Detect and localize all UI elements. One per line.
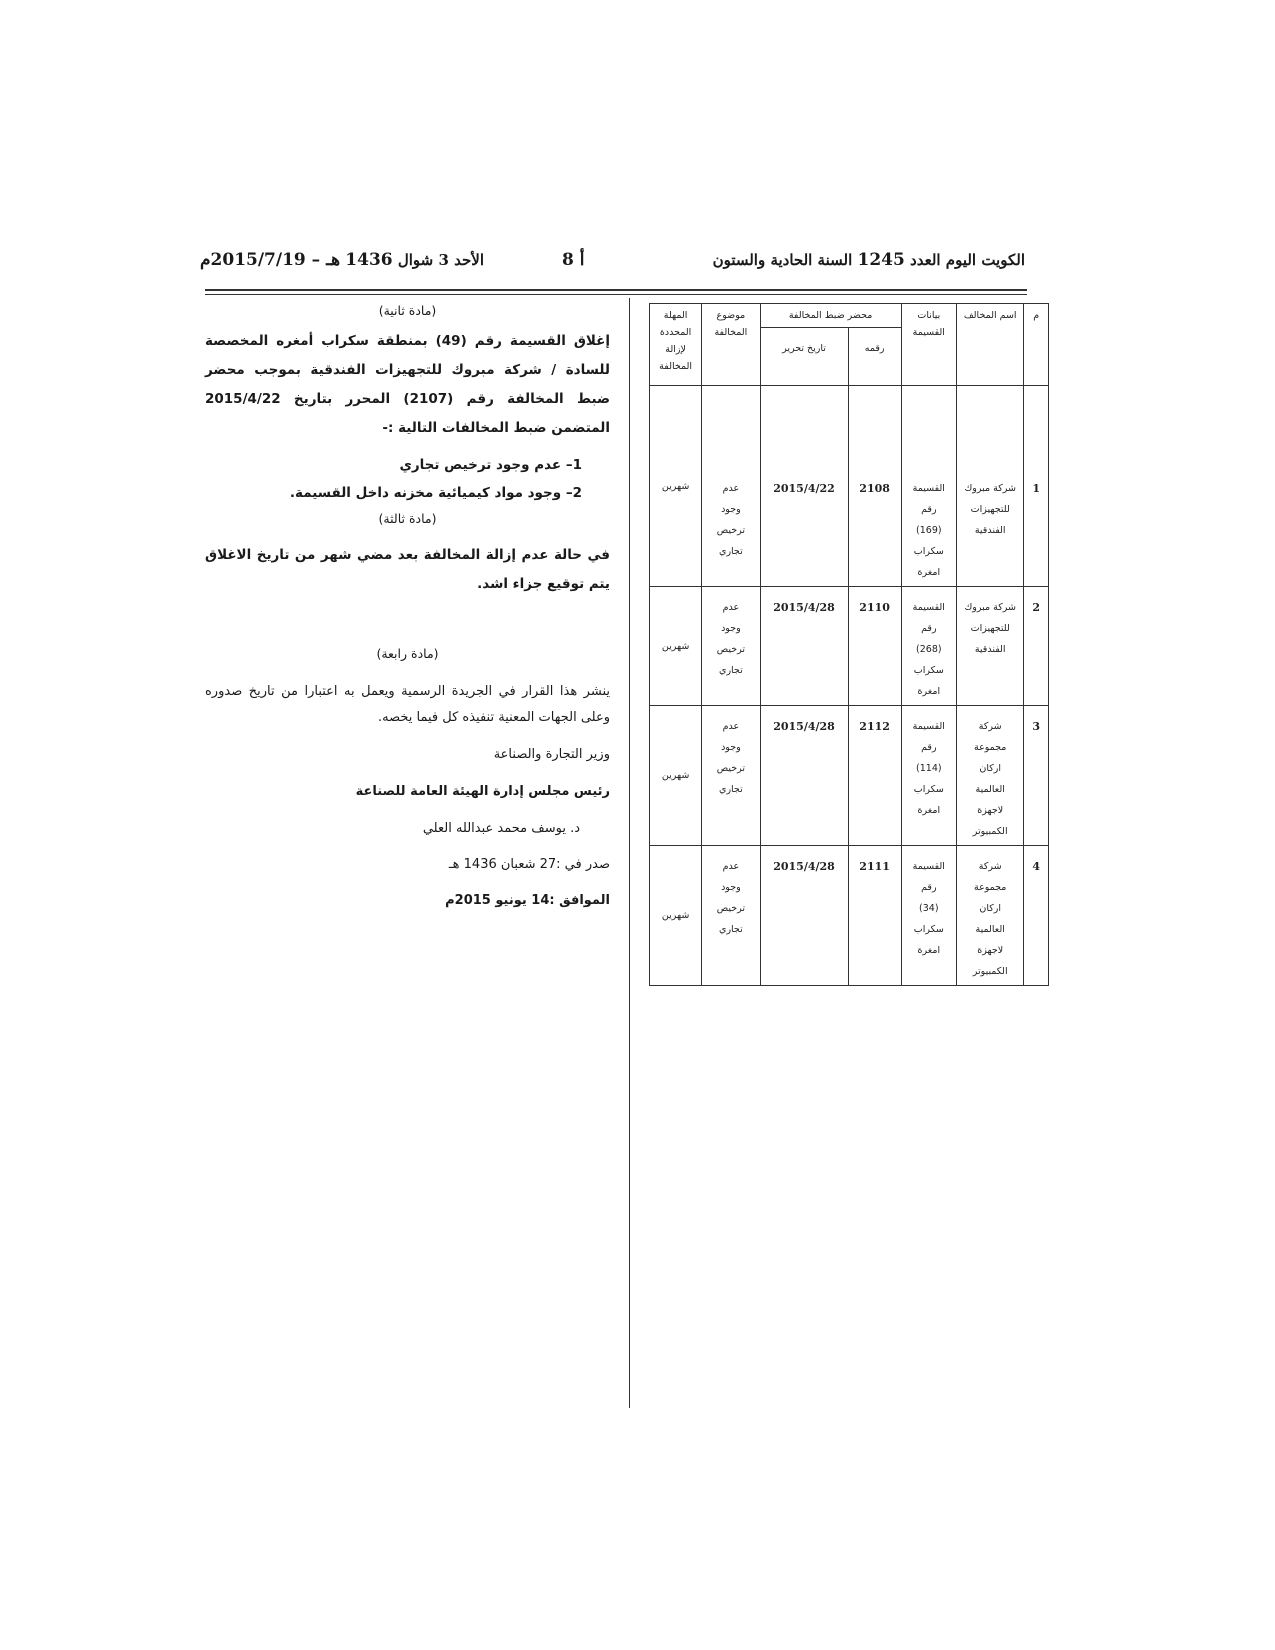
plot-details (901, 846, 956, 986)
record-number: 2110 (848, 587, 901, 706)
plot-details (901, 706, 956, 846)
row-index: 1 (1024, 386, 1049, 587)
plot-details-line: سكراب (913, 784, 944, 795)
plot-details-line: سكراب (913, 665, 944, 676)
violation-subject-line: وجود (721, 742, 741, 753)
plot-details-line: القسيمة (912, 483, 945, 494)
col-grace: المهلة المحددة لإزالة المخالفة (650, 304, 702, 386)
violator-name-line: شركة مبروك (964, 602, 1016, 613)
record-date: 2015/4/28 (760, 706, 848, 846)
page-header (200, 250, 1025, 280)
violation-subject-line: ترخيص (716, 903, 745, 914)
violator-name-line: شركة (978, 861, 1002, 872)
violation-subject-line: ترخيص (716, 763, 745, 774)
plot-details-line: (34) (919, 903, 939, 914)
table-row (650, 846, 1049, 986)
plot-details-line: رقم (921, 742, 937, 753)
article-3-title: (مادة ثالثة) (378, 511, 437, 526)
violator-name (956, 846, 1024, 986)
violator-name-line: الفندقية (974, 644, 1006, 655)
plot-details (901, 587, 956, 706)
grace-period: شهرين (650, 706, 702, 846)
plot-details (901, 386, 956, 587)
article-2-item-2: 2– وجود مواد كيميائية مخزنه داخل القسيمة. (289, 485, 582, 501)
issue-date: الأحد 3 شوال 1436 هـ – 2015/7/19م (200, 250, 484, 270)
plot-details-line: رقم (921, 623, 937, 634)
violation-subject-line: وجود (721, 504, 741, 515)
violator-name-line: مجموعة (974, 742, 1007, 753)
violation-subject-line: وجود (721, 623, 741, 634)
gazette-name: الكويت اليوم العدد (910, 251, 1025, 269)
violator-name-line: اركان (979, 763, 1001, 774)
col-plot: بيانات القسيمة (901, 304, 956, 386)
violator-name-line: لاجهزة (977, 805, 1004, 816)
row-index: 4 (1024, 846, 1049, 986)
record-date: 2015/4/28 (760, 587, 848, 706)
col-record-number: رقمه (848, 328, 901, 386)
record-number: 2111 (848, 846, 901, 986)
plot-details-line: القسيمة (912, 602, 945, 613)
violator-name-line: مجموعة (974, 882, 1007, 893)
col-m: م (1024, 304, 1049, 386)
violator-name-line: الفندقية (974, 525, 1006, 536)
violation-subject-line: تجاري (719, 546, 743, 557)
violator-name-line: اركان (979, 903, 1001, 914)
signature-chairman: رئيس مجلس إدارة الهيئة العامة للصناعة (355, 784, 610, 799)
plot-details-line: امغرة (917, 945, 941, 956)
plot-details-line: سكراب (913, 546, 944, 557)
violation-subject-line: عدم (722, 721, 740, 732)
violation-subject-line: عدم (722, 483, 740, 494)
plot-details-line: رقم (921, 504, 937, 515)
violator-name-line: للتجهيزات (970, 623, 1010, 634)
grace-period: شهرين (650, 386, 702, 587)
violator-name-line: العالمية (975, 784, 1005, 795)
table-row (650, 587, 1049, 706)
record-number: 2112 (848, 706, 901, 846)
col-record-date: تاريخ تحرير (760, 328, 848, 386)
grace-period: شهرين (650, 846, 702, 986)
violation-subject-line: تجاري (719, 924, 743, 935)
plot-details-line: القسيمة (912, 861, 945, 872)
article-3-body: في حالة عدم إزالة المخالفة بعد مضي شهر من تاريخ الاغلاق يتم توقيع جزاء اشد. (205, 547, 610, 592)
plot-details-line: (114) (916, 763, 942, 774)
plot-details-line: (268) (916, 644, 942, 655)
article-2-body: إغلاق القسيمة رقم (49) بمنطقة سكراب أمغره المخصصة للسادة / شركة مبروك للتجهيزات الفندقية بموجب محضر ضبط المخالفة رقم (2107) المحرر بتاريخ 2015/4/22 المتضمن ضبط المخالفات التالية :- (205, 333, 610, 436)
table-row (650, 706, 1049, 846)
violation-subject-line: تجاري (719, 784, 743, 795)
violation-subject (702, 386, 760, 587)
violation-subject-line: ترخيص (716, 525, 745, 536)
issue-date-hijri: صدر في :27 شعبان 1436 هـ (448, 857, 610, 872)
grace-period: شهرين (650, 587, 702, 706)
row-index: 2 (1024, 587, 1049, 706)
violator-name-line: شركة مبروك (964, 483, 1016, 494)
article-4-body: ينشر هذا القرار في الجريدة الرسمية ويعمل به اعتبارا من تاريخ صدوره وعلى الجهات المعنية تنفيذه كل فيما يخصه. (205, 684, 610, 725)
column-divider (629, 298, 630, 1408)
violations-table (649, 303, 1049, 986)
article-4-title: (مادة رابعة) (376, 646, 439, 661)
violation-subject-line: ترخيص (716, 644, 745, 655)
violator-name-line: العالمية (975, 924, 1005, 935)
gazette-year: السنة الحادية والستون (712, 251, 853, 269)
plot-details-line: القسيمة (912, 721, 945, 732)
plot-details-line: امغرة (917, 805, 941, 816)
signature-minister: وزير التجارة والصناعة (493, 747, 610, 762)
article-2-title: (مادة ثانية) (378, 303, 437, 318)
violation-subject (702, 706, 760, 846)
row-index: 3 (1024, 706, 1049, 846)
violator-name-line: لاجهزة (977, 945, 1004, 956)
article-2-item-1: 1– عدم وجود ترخيص تجاري (399, 457, 582, 473)
violator-name-line: شركة (978, 721, 1002, 732)
violation-subject-line: عدم (722, 602, 740, 613)
plot-details-line: امغرة (917, 567, 941, 578)
violation-subject (702, 587, 760, 706)
violator-name (956, 587, 1024, 706)
issue-number: 1245 (857, 250, 905, 270)
violation-subject-line: عدم (722, 861, 740, 872)
record-number: 2108 (848, 386, 901, 587)
violator-name-line: الكمبيوتر (972, 826, 1008, 837)
violator-name (956, 706, 1024, 846)
header-rule-thick (205, 289, 1027, 291)
record-date: 2015/4/28 (760, 846, 848, 986)
page-number: أ 8 (562, 250, 585, 270)
col-record: محضر ضبط المخالفة (760, 304, 901, 328)
violation-subject-line: وجود (721, 882, 741, 893)
violator-name-line: للتجهيزات (970, 504, 1010, 515)
violator-name (956, 386, 1024, 587)
plot-details-line: امغرة (917, 686, 941, 697)
issue-date-gregorian: الموافق :14 يونيو 2015م (445, 893, 610, 908)
violation-subject (702, 846, 760, 986)
plot-details-line: رقم (921, 882, 937, 893)
record-date: 2015/4/22 (760, 386, 848, 587)
table-row (650, 386, 1049, 587)
violator-name-line: الكمبيوتر (972, 966, 1008, 977)
violation-subject-line: تجاري (719, 665, 743, 676)
plot-details-line: سكراب (913, 924, 944, 935)
plot-details-line: (169) (916, 525, 942, 536)
signature-name: د. يوسف محمد عبدالله العلي (422, 821, 580, 836)
gazette-issue-line (713, 250, 1025, 270)
header-rule-thin (205, 294, 1027, 295)
col-subject: موضوع المخالفة (702, 304, 760, 386)
col-name: اسم المخالف (956, 304, 1024, 386)
